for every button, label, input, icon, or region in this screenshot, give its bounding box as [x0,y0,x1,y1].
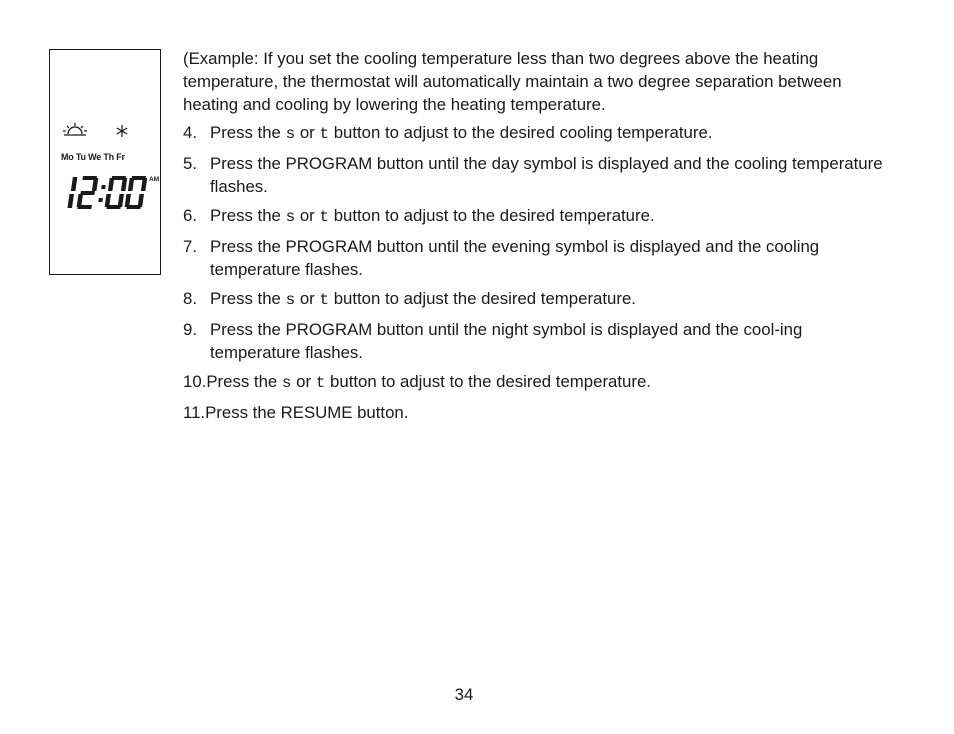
thermostat-display-illustration [49,49,161,275]
step-9: 9. Press the PROGRAM button until the night symbol is displayed and the cool-ing temperature flashes. [183,320,803,362]
sun-icon [63,122,87,138]
clock-display [57,176,147,210]
step-5: 5. Press the PROGRAM button until the day symbol is displayed and the cooling temperature flashes. [183,154,883,196]
step-number: 10. [183,372,207,391]
step-6: 6. Press the s or t button to adjust to the desired temperature. [183,206,655,226]
step-number: 4. [183,123,197,142]
step-number: 9. [183,320,197,339]
step-4: 4. Press the s or t button to adjust to the desired cooling temperature. [183,123,713,143]
down-arrow-glyph: t [315,374,326,392]
down-arrow-glyph: t [319,291,330,309]
step-number: 6. [183,206,197,225]
step-7: 7. Press the PROGRAM button until the evening symbol is displayed and the cooling temperature flashes. [183,237,820,279]
snowflake-icon [116,125,128,137]
down-arrow-glyph: t [319,125,330,143]
step-number: 11. [183,403,206,422]
up-arrow-glyph: s [285,291,296,309]
step-number: 7. [183,237,197,256]
step-8: 8. Press the s or t button to adjust the desired temperature. [183,289,636,309]
step-number: 8. [183,289,197,308]
ampm-indicator: AM [149,176,160,183]
page-number: 34 [454,685,474,704]
up-arrow-glyph: s [281,374,292,392]
up-arrow-glyph: s [285,208,296,226]
step-11: 11.Press the RESUME button. [183,403,409,422]
step-10: 10.Press the s or t button to adjust to the desired temperature. [183,372,651,392]
down-arrow-glyph: t [319,208,330,226]
example-paragraph: (Example: If you set the cooling temperature less than two degrees above the heating temperature, the thermostat will automatically maintain a two degree separation between heating and cooling by lowering the heating temperature. [183,49,842,114]
step-number: 5. [183,154,197,173]
instructions-text [183,47,893,430]
weekday-indicator: Mo Tu We Th Fr [61,152,125,162]
up-arrow-glyph: s [285,125,296,143]
